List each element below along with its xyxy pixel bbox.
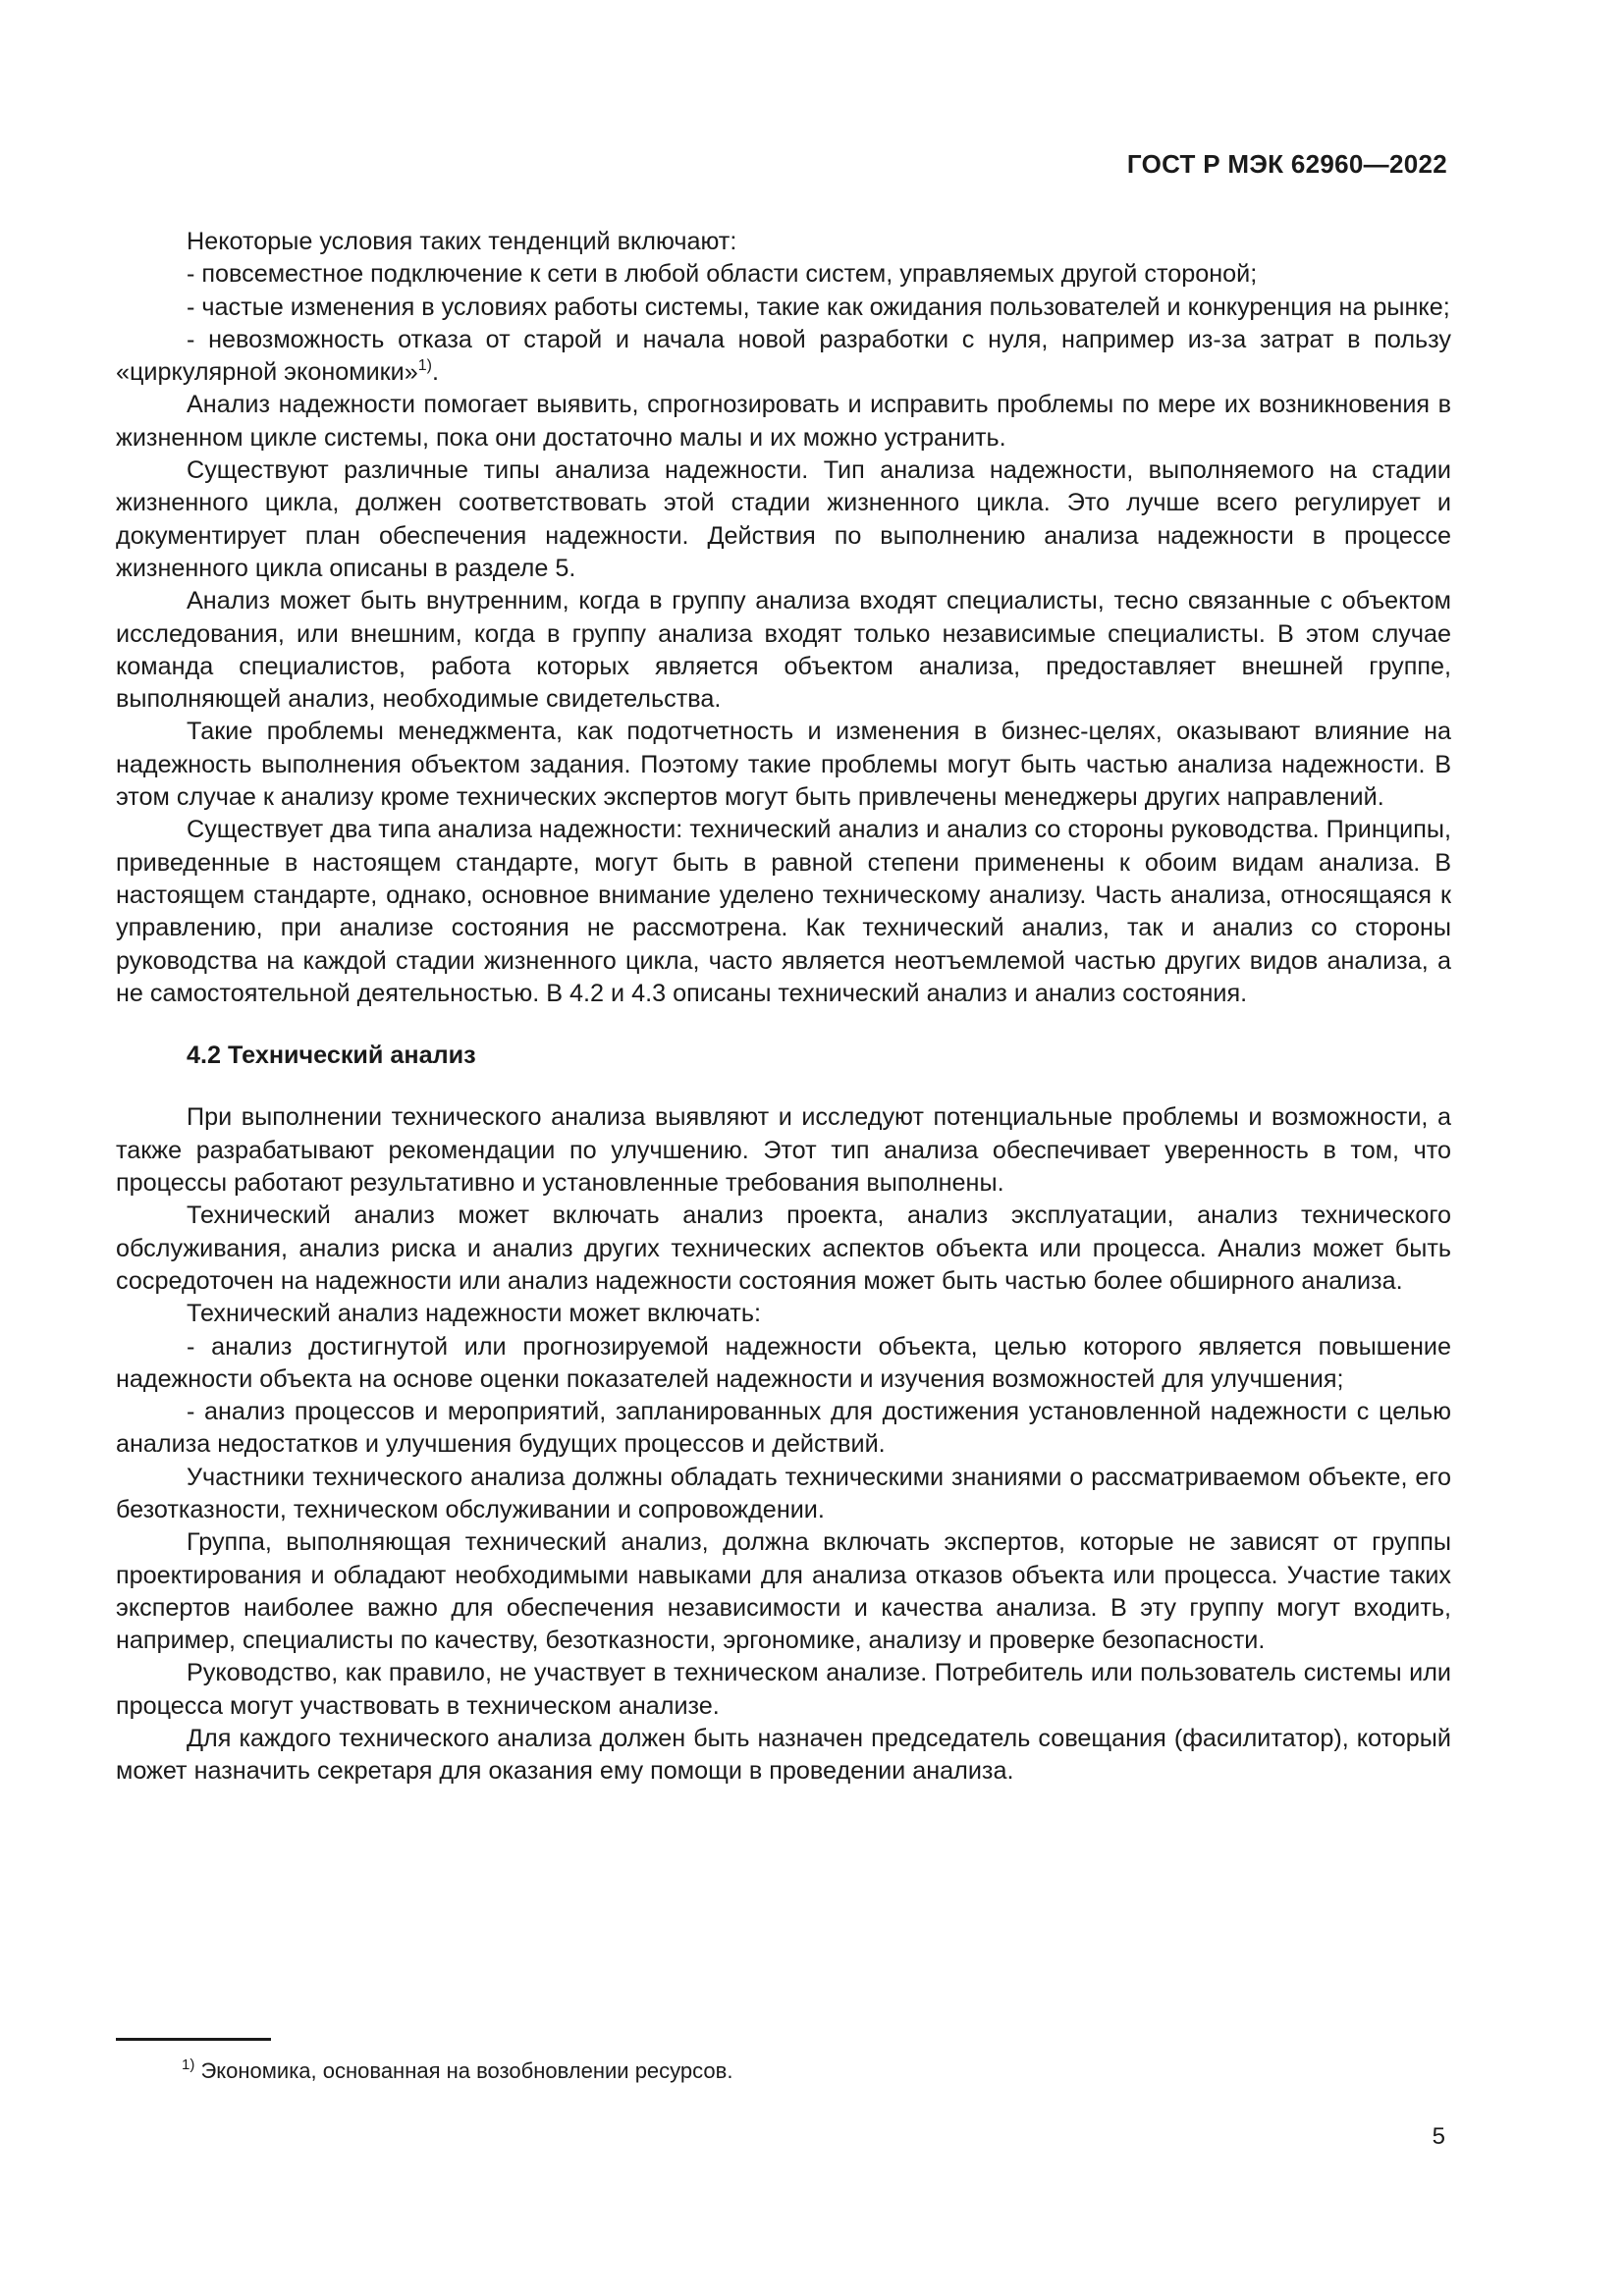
list-item-dash: - частые изменения в условиях работы системы, такие как ожидания пользователей и конкуренция на рынке; [187, 293, 1450, 321]
list-item-dash: - анализ достигнутой или прогнозируемой надежности объекта, целью которого является повышение надежности объекта на основе оценки показателей надежности и изучения возможностей для улучшения; [116, 1332, 1451, 1393]
footnote-separator [116, 2038, 271, 2041]
body-paragraph: Группа, выполняющая технический анализ, должна включать экспертов, которые не зависят от группы проектирования и обладают необходимыми навыками для анализа отказов объекта или процесса. Участие таких экспертов наиболее важно для обеспечения независимости и качества анализа. В эту группу могут входить, например, специалисты по качеству, безотказности, эргономике, анализу и проверке безопасности. [116, 1528, 1451, 1655]
body-paragraph: Участники технического анализа должны обладать техническими знаниями о рассматриваемом объекте, его безотказности, техническом обслуживании и сопровождении. [116, 1463, 1451, 1523]
footnote-reference-suffix: . [431, 358, 439, 387]
footnote [182, 2056, 732, 2086]
body-paragraph: Существует два типа анализа надежности: технический анализ и анализ со стороны руководства. Принципы, приведенные в настоящем стандарте, могут быть в равной степени применены к обоим видам анализа. В настоящем стандарте, однако, основное внимание уделено техническому анализу. Часть анализа, относящаяся к управлению, при анализе состояния не рассмотрена. Как технический анализ, так и анализ со стороны руководства на каждой стадии жизненного цикла, часто является неотъемлемой частью других видов анализа, а не самостоятельной деятельностью. В 4.2 и 4.3 описаны технический анализ и анализ состояния. [116, 816, 1451, 1007]
body-paragraph: Анализ может быть внутренним, когда в группу анализа входят специалисты, тесно связанные с объектом исследования, или внешним, когда в группу анализа входят только независимые специалисты. В этом случае команда специалистов, работа которых является объектом анализа, предоставляет внешней группе, выполняющей анализ, необходимые свидетельства. [116, 587, 1451, 714]
page-body [116, 226, 1451, 1789]
list-item-text: - невозможность отказа от старой и начала новой разработки с нуля, например из-за затрат в пользу «циркулярной экономики» [116, 325, 1451, 387]
body-paragraph: Такие проблемы менеджмента, как подотчетность и изменения в бизнес-целях, оказывают влияние на надежность выполнения объектом задания. Поэтому такие проблемы могут быть частью анализа надежности. В этом случае к анализу кроме технических экспертов могут быть привлечены менеджеры других направлений. [116, 718, 1451, 812]
page-number: 5 [1432, 2123, 1445, 2150]
body-paragraph: Руководство, как правило, не участвует в техническом анализе. Потребитель или пользователь системы или процесса могут участвовать в техническом анализе. [116, 1659, 1451, 1720]
document-header: ГОСТ Р МЭК 62960—2022 [1126, 149, 1447, 179]
body-paragraph: Технический анализ надежности может включать: [187, 1300, 761, 1328]
footnote-marker: 1) [182, 2056, 195, 2073]
footnote-text: Экономика, основанная на возобновлении ресурсов. [200, 2058, 733, 2083]
footnote-reference: 1) [417, 357, 432, 375]
section-heading: 4.2 Технический анализ [187, 1041, 476, 1070]
list-item-dash [116, 324, 1451, 390]
list-item-dash: - анализ процессов и мероприятий, запланированных для достижения установленной надежности с целью анализа недостатков и улучшения будущих процессов и действий. [116, 1398, 1451, 1459]
body-paragraph: При выполнении технического анализа выявляют и исследуют потенциальные проблемы и возможности, а также разрабатывают рекомендации по улучшению. Этот тип анализа обеспечивает уверенность в том, что процессы работают результативно и установленные требования выполнены. [116, 1103, 1451, 1198]
list-item-dash: - повсеместное подключение к сети в любой области систем, управляемых другой стороной; [187, 260, 1258, 289]
body-paragraph: Анализ надежности помогает выявить, спрогнозировать и исправить проблемы по мере их возникновения в жизненном цикле системы, пока они достаточно малы и их можно устранить. [116, 391, 1451, 452]
body-paragraph: Существуют различные типы анализа надежности. Тип анализа надежности, выполняемого на стадии жизненного цикла, должен соответствовать этой стадии жизненного цикла. Это лучше всего регулирует и документирует план обеспечения надежности. Действия по выполнению анализа надежности в процессе жизненного цикла описаны в разделе 5. [116, 456, 1451, 582]
body-paragraph: Некоторые условия таких тенденций включают: [187, 228, 737, 255]
body-paragraph: Для каждого технического анализа должен быть назначен председатель совещания (фасилитатор), который может назначить секретаря для оказания ему помощи в проведении анализа. [116, 1725, 1451, 1786]
body-paragraph: Технический анализ может включать анализ проекта, анализ эксплуатации, анализ технического обслуживания, анализ риска и анализ других технических аспектов объекта или процесса. Анализ может быть сосредоточен на надежности или анализ надежности состояния может быть частью более обширного анализа. [116, 1201, 1451, 1295]
